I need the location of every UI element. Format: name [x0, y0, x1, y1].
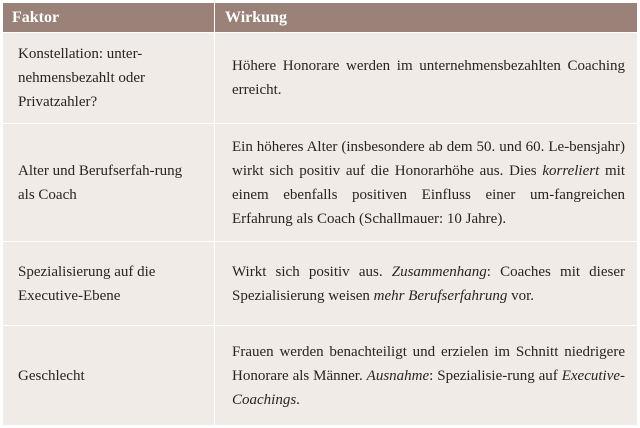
- factor-text: Spezialisierung auf die Executive-Ebene: [18, 263, 156, 304]
- table-header: [3, 3, 637, 32]
- header-faktor: Faktor: [3, 3, 215, 32]
- effect-cell: [215, 33, 637, 123]
- factor-text: Geschlecht: [18, 367, 85, 384]
- table-row: [3, 32, 637, 123]
- factor-cell: [3, 326, 215, 425]
- table-row: [3, 325, 637, 425]
- header-wirkung: Wirkung: [225, 8, 287, 26]
- factor-table: [3, 3, 637, 425]
- effect-text: Höhere Honorare werden im unternehmensbezahlten Coaching erreicht.: [232, 58, 625, 98]
- effect-cell: [215, 242, 637, 325]
- effect-text: Ein höheres Alter (insbesondere ab dem 50. und 60. Le-bensjahr) wirkt sich positiv auf die Honorarhöhe aus. Dies korreliert mit einem ebenfalls positiven Einfluss einer um-fangreichen Erfahrung als Coach (Schallmauer: 10 Jahre).: [232, 138, 625, 227]
- factor-text: Alter und Berufserfah-rung als Coach: [18, 162, 183, 203]
- factor-cell: [3, 124, 215, 241]
- table-row: [3, 241, 637, 325]
- table-row: [3, 123, 637, 241]
- factor-text: Konstellation: unter-nehmensbezahlt oder Privatzahler?: [18, 46, 146, 110]
- factor-cell: [3, 33, 215, 123]
- factor-cell: [3, 242, 215, 325]
- effect-text: Frauen werden benachteiligt und erzielen im Schnitt niedrigere Honorare als Männer. Ausnahme: Spezialisie-rung auf Executive-Coachings.: [232, 343, 626, 408]
- effect-text: Wirkt sich positiv aus. Zusammenhang: Coaches mit dieser Spezialisierung weisen mehr Berufserfahrung vor.: [232, 263, 625, 304]
- effect-cell: [215, 124, 637, 241]
- effect-cell: [215, 326, 637, 425]
